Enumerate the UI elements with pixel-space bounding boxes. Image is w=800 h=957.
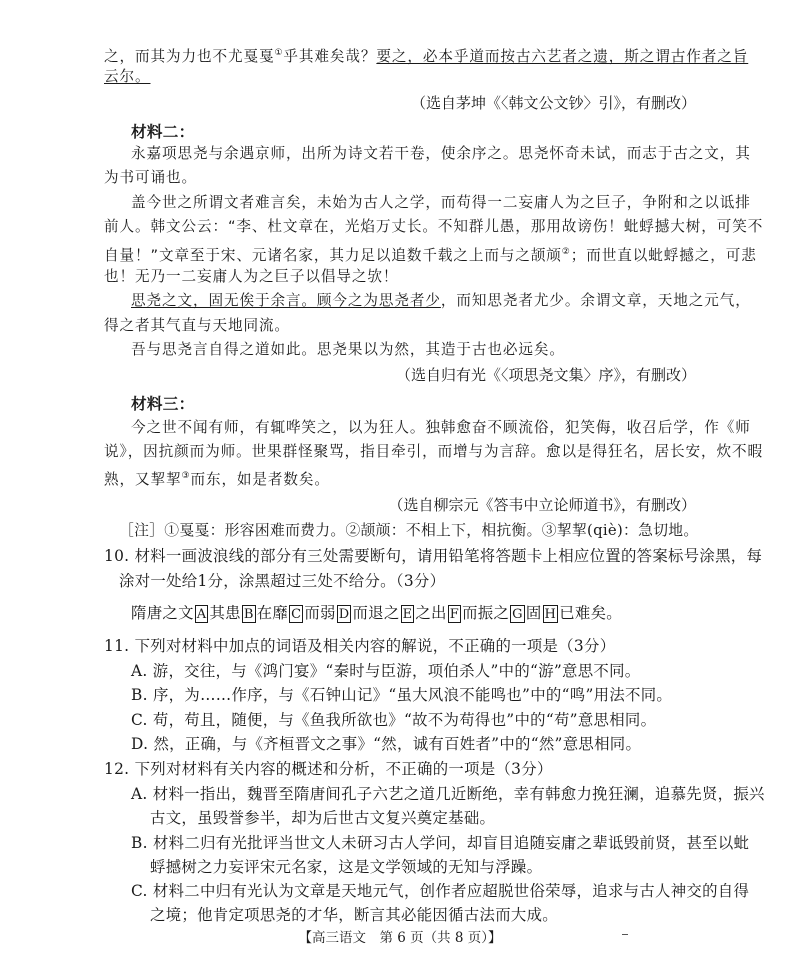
- m2-p2-l1: 盖今世之所谓文者难言矣，未始为古人之学，而苟得一二妄庸人为之巨子，争附和之以诋排: [131, 194, 751, 211]
- q10-stem-l2: 涂对一处给1分，涂黑超过三处不给分。（3分）: [119, 572, 446, 590]
- q12-option-b-l1: B. 材料二归有光批评当世文人未研习古人学问，却盲目追随妄庸之辈诋毁前贤，甚至以蚍: [131, 834, 750, 852]
- q10-segment-text: 而振之: [462, 604, 510, 622]
- q11-stem: 11. 下列对材料中加点的词语及相关内容的解说，不正确的一项是（3分）: [104, 637, 616, 655]
- q10-answer-box-E: E: [402, 607, 413, 622]
- q10-segment-text: 其患: [209, 604, 241, 622]
- q10-segment-text: 在靡: [256, 604, 289, 622]
- q10-sentence: [131, 602, 622, 624]
- q12-option-a-l1: A. 材料一指出，魏晋至隋唐间孔子六艺之道几近断绝，幸有韩愈力挽狂澜，追慕先贤，振兴: [131, 785, 765, 803]
- m3-l3: 熟，又挈挈③而东，如是者数矣。: [104, 470, 330, 488]
- q11-option-b: B. 序，为……作序，与《石钟山记》“虽大风浪不能鸣也”中的“鸣”用法不同。: [131, 686, 673, 704]
- m3-source: （选自柳宗元《答韦中立论师道书》，有删改）: [388, 496, 696, 514]
- m1-source: （选自茅坤《〈韩文公文钞〉引》，有删改）: [410, 94, 696, 112]
- q11-option-c: C. 苟，苟且，随便，与《鱼我所欲也》“故不为苟得也”中的“苟”意思相同。: [131, 711, 657, 729]
- m2-source: （选自归有光《〈项思尧文集〉序》，有删改）: [395, 366, 696, 384]
- m2-p1-l1: 永嘉项思尧与余遇京师，出所为诗文若干卷，使余序之。思尧怀奇未试，而志于古之文，其: [131, 145, 751, 162]
- m2-p2-l3: 自量！”文章至于宋、元诸名家，其力足以追数千载之上而与之颉颃②；而世直以蚍蜉撼之，可悲: [104, 246, 757, 264]
- m2-p4: 吾与思尧言自得之道如此。思尧果以为然，其造于古也必远矣。: [131, 341, 565, 358]
- m2-p2-l4: 也！无乃一二妄庸人为之巨子以倡导之欤！: [104, 268, 399, 285]
- q11-option-d: D. 然，正确，与《齐桓晋文之事》“然，诚有百姓者”中的“然”意思相同。: [131, 735, 642, 753]
- m2-p2-l2: 前人。韩文公云：“李、杜文章在，光焰万丈长。不知群儿愚，那用故谤伤！蚍蜉撼大树，可笑不: [104, 218, 764, 235]
- scan-mark: [622, 934, 628, 935]
- m1-line-1: 之，而其为力也不尤戛戛①乎其难矣哉？要之，必本乎道而按古六艺者之遗，斯之谓古作者之旨: [104, 47, 749, 65]
- q10-segment-text: 隋唐之文: [131, 604, 194, 622]
- m3-l2: 说》，因抗颜而为师。世果群怪聚骂，指目牵引，而增与为言辞。愈以是得狂名，居长安，炊不暇: [104, 443, 763, 460]
- q10-answer-box-H: H: [544, 607, 557, 622]
- q10-segment-text: 而退之: [352, 604, 400, 622]
- m2-p3-l2: 得之者其气直与天地同流。: [104, 317, 290, 334]
- q10-segment-text: 而弱: [304, 604, 336, 622]
- q12-option-c-l1: C. 材料二中归有光认为文章是天地元气，创作者应超脱世俗荣辱，追求与古人神交的自得: [131, 882, 750, 900]
- q12-option-b-l2: 蜉撼树之力妄评宋元名家，这是文学领域的无知与浮躁。: [150, 858, 543, 876]
- annotation-notes: ［注］①戛戛：形容困难而费力。②颉颃：不相上下，相抗衡。③挈挈(qiè)：急切地。: [119, 522, 699, 539]
- m2-heading: 材料二：: [131, 122, 195, 141]
- q10-stem-l1: 10. 材料一画波浪线的部分有三处需要断句，请用铅笔将答题卡上相应位置的答案标号涂黑，每: [104, 547, 763, 565]
- q10-segment-text: 固: [525, 604, 542, 622]
- m3-l1: 今之世不闻有师，有辄哗笑之，以为狂人。独韩愈奋不顾流俗，犯笑侮，收召后学，作《师: [131, 419, 751, 436]
- m3-heading: 材料三：: [131, 394, 195, 413]
- q12-stem: 12. 下列对材料有关内容的概述和分析，不正确的一项是（3分）: [104, 760, 553, 778]
- m2-p3-l1: 思尧之文，固无俟于余言。顾今之为思尧者少，而知思尧者尤少。余谓文章，天地之元气，: [131, 292, 751, 309]
- page-footer: 【高三语文 第 6 页（共 8 页）】: [298, 930, 502, 946]
- q10-answer-box-B: B: [243, 607, 254, 622]
- q10-answer-box-A: A: [196, 607, 207, 622]
- m1-line-2: 云尔。: [104, 68, 151, 85]
- q10-segment-text: 之出: [415, 604, 447, 622]
- q10-answer-box-C: C: [291, 607, 302, 622]
- q10-segment-text: 已难矣。: [559, 604, 622, 622]
- q10-answer-box-F: F: [449, 607, 460, 622]
- q10-answer-box-D: D: [338, 607, 350, 622]
- q10-answer-box-G: G: [512, 607, 523, 622]
- q12-option-a-l2: 古文，虽毁誉参半，却为后世古文复兴奠定基础。: [150, 809, 496, 827]
- m2-p1-l2: 为书可诵也。: [104, 169, 197, 186]
- q11-option-a: A. 游，交往，与《鸿门宴》“秦时与臣游，项伯杀人”中的“游”意思不同。: [131, 662, 641, 680]
- q12-option-c-l2: 之境；他肯定项思尧的才华，断言其必能因循古法而大成。: [150, 906, 558, 924]
